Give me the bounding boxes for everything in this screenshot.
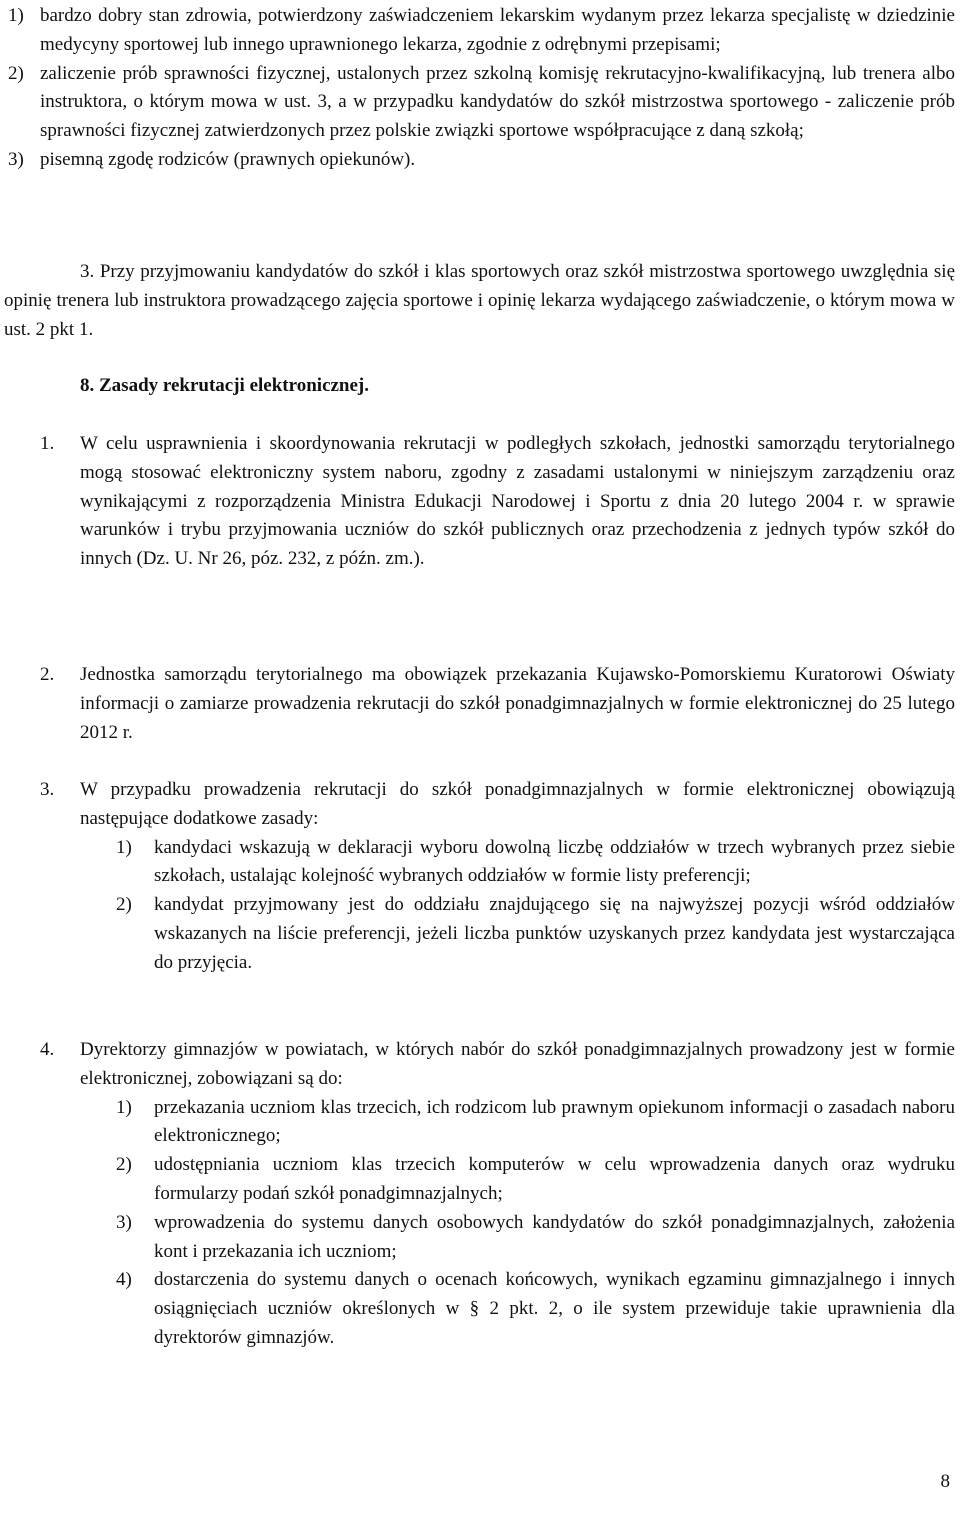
point-number: 3. xyxy=(40,779,55,800)
section-point-1 xyxy=(40,430,955,574)
list-item xyxy=(116,891,955,977)
list-item xyxy=(116,1151,955,1209)
point-text: W przypadku prowadzenia rekrutacji do szkół ponadgimnazjalnych w formie elektronicznej obowiązują następujące dodatkowe zasady: xyxy=(80,779,955,829)
section-point-3 xyxy=(40,776,955,978)
list-item xyxy=(116,1209,955,1267)
list-item xyxy=(116,1266,955,1352)
list-item xyxy=(116,1094,955,1152)
top-list xyxy=(8,2,955,175)
list-item-text: dostarczenia do systemu danych o ocenach końcowych, wynikach egzaminu gimnazjalnego i innych osiągnięciach uczniów określonych w § 2 pkt. 2, o ile system przewiduje takie uprawnienia dla dyrektorów gimnazjów. xyxy=(154,1269,955,1348)
point-number: 4. xyxy=(40,1039,55,1060)
list-item-text: pisemną zgodę rodziców (prawnych opiekunów). xyxy=(40,148,416,170)
point-text: Dyrektorzy gimnazjów w powiatach, w których nabór do szkół ponadgimnazjalnych prowadzony jest w formie elektronicznej, zobowiązani są do: xyxy=(80,1039,955,1089)
page-number: 8 xyxy=(940,1471,950,1492)
list-item xyxy=(8,60,955,146)
list-item-text: wprowadzenia do systemu danych osobowych kandydatów do szkół ponadgimnazjalnych, założenia kont i przekazania ich uczniom; xyxy=(154,1211,955,1262)
paragraph-3 xyxy=(4,258,955,344)
section-heading: 8. Zasady rekrutacji elektronicznej. xyxy=(80,375,370,396)
list-item-number: 2) xyxy=(116,894,132,916)
list-item-number: 3) xyxy=(8,148,24,170)
list-item-number: 2) xyxy=(8,62,24,84)
list-item xyxy=(116,834,955,892)
list-item-number: 2) xyxy=(116,1154,132,1176)
list-item-number: 1) xyxy=(8,5,24,26)
list-item-text: udostępniania uczniom klas trzecich komputerów w celu wprowadzenia danych oraz wydruku formularzy podań szkół ponadgimnazjalnych; xyxy=(154,1154,955,1204)
list-item xyxy=(8,2,955,60)
point-number: 2. xyxy=(40,664,55,685)
point-text: Jednostka samorządu terytorialnego ma obowiązek przekazania Kujawsko-Pomorskiemu Kuratorowi Oświaty informacji o zamiarze prowadzenia rekrutacji do szkół ponadgimnazjalnych w formie elektronicznej do 25 lutego 2012 r. xyxy=(80,664,955,743)
list-item-text: bardzo dobry stan zdrowia, potwierdzony zaświadczeniem lekarskim wydanym przez lekarza specjalistę w dziedzinie medycyny sportowej lub innego uprawnionego lekarza, zgodnie z odrębnymi przepisami; xyxy=(40,5,955,55)
section-point-2 xyxy=(40,661,955,747)
list-item-number: 1) xyxy=(116,1096,132,1118)
list-item-number: 1) xyxy=(116,836,132,858)
point-text: W celu usprawnienia i skoordynowania rekrutacji w podległych szkołach, jednostki samorządu terytorialnego mogą stosować elektroniczny system naboru, zgodny z zasadami ustalonymi w niniejszym zarządzeniu oraz wynikającymi z rozporządzenia Ministra Edukacji Narodowej i Sportu z dnia 20 lutego 2004 r. w sprawie warunków i trybu przyjmowania uczniów do szkół publicznych oraz przechodzenia z jednych typów szkół do innych (Dz. U. Nr 26, póz. 232, z późn. zm.). xyxy=(80,433,955,570)
list-item-text: kandydat przyjmowany jest do oddziału znajdującego się na najwyższej pozycji wśród oddziałów wskazanych na liście preferencji, jeżeli liczba punktów uzyskanych przez kandydata jest wystarczająca do przyjęcia. xyxy=(154,894,955,973)
list-item xyxy=(8,146,955,175)
list-item-text: kandydaci wskazują w deklaracji wyboru dowolną liczbę oddziałów w trzech wybranych przez siebie szkołach, ustalając kolejność wybranych oddziałów w formie listy preferencji; xyxy=(154,836,955,887)
section-point-4 xyxy=(40,1036,955,1353)
list-item-text: zaliczenie prób sprawności fizycznej, ustalonych przez szkolną komisję rekrutacyjno-kwalifikacyjną, lub trenera albo instruktora, o którym mowa w ust. 3, a w przypadku kandydatów do szkół mistrzostwa sportowego - zaliczenie prób sprawności fizycznej zatwierdzonych przez polskie związki sportowe współpracujące z daną szkołą; xyxy=(40,62,955,142)
paragraph-text: Przy przyjmowaniu kandydatów do szkół i klas sportowych oraz szkół mistrzostwa sportowego uwzględnia się opinię trenera lub instruktora prowadzącego zajęcia sportowe i opinię lekarza wydającego zaświadczenie, o którym mowa w ust. 2 pkt 1. xyxy=(4,261,956,340)
point-number: 1. xyxy=(40,433,55,454)
list-item-text: przekazania uczniom klas trzecich, ich rodzicom lub prawnym opiekunom informacji o zasadach naboru elektronicznego; xyxy=(154,1096,955,1147)
paragraph-number: 3. xyxy=(80,261,95,282)
list-item-number: 3) xyxy=(116,1211,132,1233)
list-item-number: 4) xyxy=(116,1269,132,1291)
